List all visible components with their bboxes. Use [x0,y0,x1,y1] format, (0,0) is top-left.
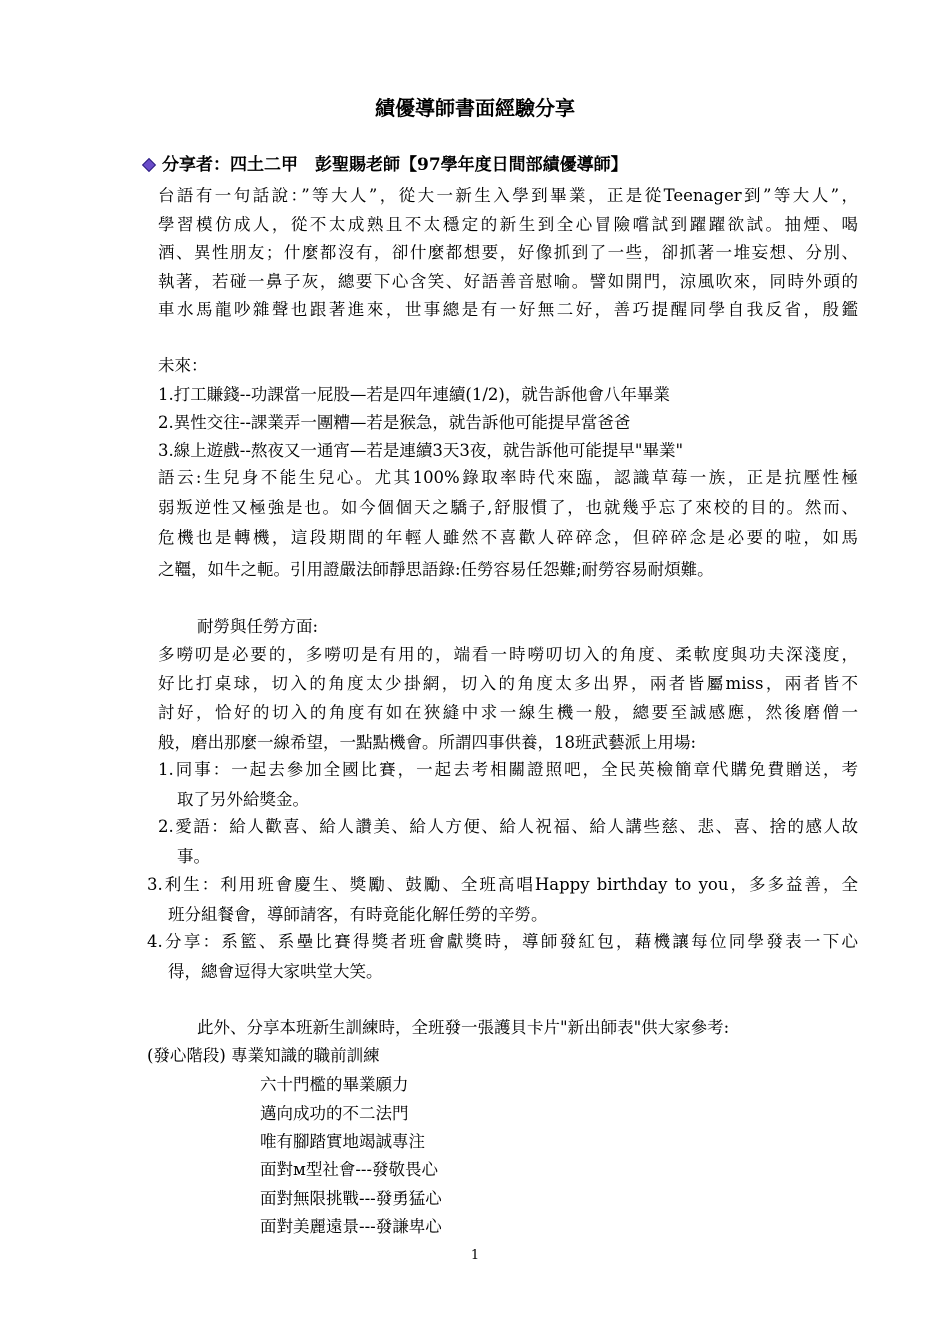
saying-line-3: 危機也是轉機，這段期間的年輕人雖然不喜歡人碎碎念，但碎碎念是必要的啦，如馬 [158,528,858,547]
four-item-4-line-2: 得，總會逗得大家哄堂大笑。 [168,962,383,981]
nag-line-4: 般，磨出那麼一線希望，一點點機會。所謂四事供養，18班武藝派上用場: [158,733,697,752]
section-heading: 耐勞與任勞方面: [197,617,319,636]
diamond-bullet-icon [142,157,156,171]
intro-line-6: 未來： [158,356,208,375]
document-title: 績優導師書面經驗分享 [375,96,575,120]
four-item-1-line-1: 1.同事：一起去參加全國比賽，一起去考相關證照吧，全民英檢簡章代購免費贈送，考 [158,760,858,779]
nag-line-3: 討好，恰好的切入的角度有如在狹縫中求一線生機一般，總要至誠感應，然後磨僧一 [158,703,858,722]
saying-line-4: 之韁，如牛之軛。引用證嚴法師靜思語錄:任勞容易任怨難;耐勞容易耐煩難。 [158,560,714,579]
four-item-4-line-1: 4.分享：系籃、系壘比賽得獎者班會獻獎時，導師發紅包，藉機讓每位同學發表一下心 [147,932,858,951]
author-text: 分享者：四土二甲 彭聖賜老師【97學年度日間部績優導師】 [162,155,628,175]
four-item-2-line-2: 事。 [177,847,210,866]
author-line [140,152,900,178]
intro-line-5: 車水馬龍吵雜聲也跟著進來，世事總是有一好無二好，善巧提醒同學自我反省，殷鑑 [158,300,858,319]
warning-item-1: 1.打工賺錢--功課當一屁股—若是四年連續(1/2)，就告訴他會八年畢業 [158,385,670,404]
nag-line-1: 多嘮叨是必要的，多嘮叨是有用的，端看一時嘮叨切入的角度、柔軟度與功夫深淺度， [158,645,858,664]
intro-line-4: 執著，若碰一鼻子灰，總要下心含笑、好語善音慰喻。譬如開門，涼風吹來，同時外頭的 [158,271,858,291]
four-item-2-line-1: 2.愛語：給人歡喜、給人讚美、給人方便、給人祝福、給人講些慈、悲、喜、捨的感人故 [158,817,858,836]
four-item-3-line-2: 班分組餐會，導師請客，有時竟能化解任勞的辛勞。 [168,905,548,924]
card-line-2: 邁向成功的不二法門 [260,1104,409,1123]
saying-line-2: 弱叛逆性又極強是也。如今個個天之驕子,舒服慣了，也就幾乎忘了來校的目的。然而、 [158,498,858,517]
warning-item-2: 2.異性交往--課業弄一團糟—若是猴急，就告訴他可能提早當爸爸 [158,413,631,432]
card-line-5: 面對無限挑戰---發勇猛心 [260,1189,442,1208]
intro-line-3: 酒、異性朋友；什麼都沒有，卻什麼都想要，好像抓到了一些，卻抓著一堆妄想、分別、 [158,243,858,262]
intro-line-2: 學習模仿成人，從不太成熟且不太穩定的新生到全心冒險嚐試到躍躍欲試。抽煙、喝 [158,214,858,234]
card-line-4: 面對ᴍ型社會---發敬畏心 [260,1160,439,1179]
card-intro: 此外、分享本班新生訓練時，全班發一張護貝卡片"新出師表"供大家參考: [197,1018,730,1037]
card-line-1: 六十門檻的畢業願力 [260,1075,409,1094]
nag-line-2: 好比打桌球，切入的角度太少掛網，切入的角度太多出界，兩者皆屬miss，兩者皆不 [158,674,858,693]
card-line-6: 面對美麗遠景---發謙卑心 [260,1217,442,1236]
saying-line-1: 語云:生兒身不能生兒心。尤其100%錄取率時代來臨，認識草莓一族，正是抗壓性極 [158,468,858,487]
card-stage: (發心階段) 專業知識的職前訓練 [147,1046,380,1065]
four-item-1-line-2: 取了另外給獎金。 [177,790,309,809]
intro-line-1: 台語有一句話說：”等大人”，從大一新生入學到畢業，正是從Teenager到”等大人”， [158,186,858,205]
card-line-3: 唯有腳踏實地竭誠專注 [260,1132,425,1151]
four-item-3-line-1: 3.利生：利用班會慶生、獎勵、鼓勵、全班高唱Happy birthday to you，多多益善，全 [147,875,858,894]
warning-item-3: 3.線上遊戲--熬夜又一通宵—若是連續3天3夜，就告訴他可能提早"畢業" [158,441,684,460]
page-number: 1 [470,1248,480,1263]
